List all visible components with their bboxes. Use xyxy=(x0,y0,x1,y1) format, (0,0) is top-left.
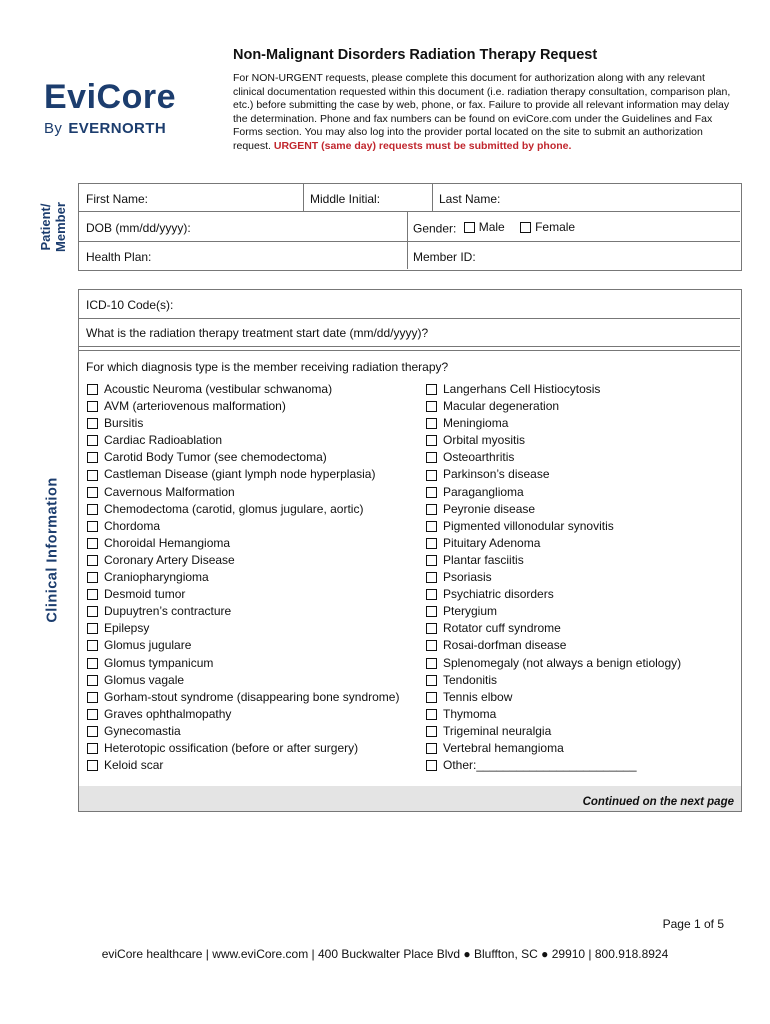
diagnosis-label: Langerhans Cell Histiocytosis xyxy=(443,382,601,396)
diagnosis-checkbox[interactable] xyxy=(87,623,98,634)
member-id-field[interactable]: Member ID: xyxy=(413,250,476,264)
diagnosis-list-right xyxy=(426,381,681,774)
diagnosis-checkbox[interactable] xyxy=(426,384,437,395)
diagnosis-checkbox[interactable] xyxy=(426,418,437,429)
diagnosis-label: Cardiac Radioablation xyxy=(104,433,223,448)
diagnosis-label: Rotator cuff syndrome xyxy=(443,621,561,636)
diagnosis-option[interactable] xyxy=(426,449,681,466)
diagnosis-option[interactable] xyxy=(87,449,399,466)
diagnosis-checkbox[interactable] xyxy=(426,435,437,446)
diagnosis-checkbox[interactable] xyxy=(87,401,98,412)
diagnosis-checkbox[interactable] xyxy=(87,675,98,686)
diagnosis-label: Plantar fasciitis xyxy=(443,552,524,567)
continued-bar xyxy=(79,786,741,811)
start-date-field[interactable]: What is the radiation therapy treatment start date (mm/dd/yyyy)? xyxy=(86,326,429,340)
diagnosis-label: Acoustic Neuroma (vestibular schwanoma) xyxy=(104,382,333,396)
diagnosis-checkbox[interactable] xyxy=(87,743,98,754)
dob-label: DOB (mm/dd/yyyy): xyxy=(86,221,191,235)
diagnosis-label: Carotid Body Tumor (see chemodectoma) xyxy=(104,450,327,465)
last-name-field[interactable]: Last Name: xyxy=(439,192,501,206)
gender-field xyxy=(413,220,575,236)
diagnosis-checkbox[interactable] xyxy=(87,692,98,703)
diagnosis-label: Graves ophthalmopathy xyxy=(104,706,232,721)
diagnosis-question: For which diagnosis type is the member receiving radiation therapy? xyxy=(86,360,449,374)
diagnosis-label: Osteoarthritis xyxy=(443,450,515,465)
diagnosis-label: Paraganglioma xyxy=(443,484,524,499)
diagnosis-label: Thymoma xyxy=(443,706,497,721)
diagnosis-option[interactable] xyxy=(87,552,399,569)
diagnosis-option[interactable] xyxy=(87,655,399,672)
diagnosis-label: Heterotopic ossification (before or after surgery) xyxy=(104,740,359,755)
diagnosis-option[interactable] xyxy=(87,535,399,552)
diagnosis-checkbox[interactable] xyxy=(426,504,437,515)
diagnosis-option[interactable] xyxy=(426,723,681,740)
diagnosis-label: Tennis elbow xyxy=(443,689,513,704)
diagnosis-label: Chemodectoma (carotid, glomus jugulare, aortic) xyxy=(104,501,364,516)
footer-contact: eviCore healthcare | www.eviCore.com | 400 Buckwalter Place Blvd ● Bluffton, SC ● 29910 | 800.918.8924 xyxy=(101,947,669,961)
patient-info-box xyxy=(78,183,742,271)
diagnosis-checkbox[interactable] xyxy=(426,760,437,771)
diagnosis-checkbox[interactable] xyxy=(87,658,98,669)
intro-paragraph xyxy=(233,72,733,153)
diagnosis-label: Craniopharyngioma xyxy=(104,570,209,585)
diagnosis-label: Choroidal Hemangioma xyxy=(104,535,231,550)
diagnosis-checkbox[interactable] xyxy=(426,401,437,412)
diagnosis-checkbox[interactable] xyxy=(426,538,437,549)
diagnosis-option[interactable] xyxy=(426,569,681,586)
diagnosis-label: Keloid scar xyxy=(104,758,164,773)
diagnosis-checkbox[interactable] xyxy=(426,572,437,583)
divider xyxy=(303,184,304,211)
diagnosis-checkbox[interactable] xyxy=(87,589,98,600)
diagnosis-option[interactable] xyxy=(426,535,681,552)
diagnosis-label: Dupuytren’s contracture xyxy=(104,604,232,619)
divider xyxy=(79,350,740,351)
diagnosis-option[interactable] xyxy=(87,501,399,518)
diagnosis-label: Vertebral hemangioma xyxy=(443,740,564,755)
middle-initial-field[interactable]: Middle Initial: xyxy=(310,192,381,206)
diagnosis-option[interactable] xyxy=(426,501,681,518)
diagnosis-label: Glomus jugulare xyxy=(104,638,192,653)
diagnosis-label: Desmoid tumor xyxy=(104,587,186,602)
diagnosis-option[interactable] xyxy=(87,381,399,398)
clinical-info-box xyxy=(78,289,742,812)
diagnosis-checkbox[interactable] xyxy=(87,555,98,566)
diagnosis-checkbox[interactable] xyxy=(426,726,437,737)
diagnosis-label: Psychiatric disorders xyxy=(443,587,554,602)
diagnosis-option[interactable] xyxy=(87,723,399,740)
first-name-field[interactable]: First Name: xyxy=(86,192,149,206)
diagnosis-option[interactable] xyxy=(426,518,681,535)
diagnosis-checkbox[interactable] xyxy=(426,606,437,617)
diagnosis-option[interactable] xyxy=(426,381,681,398)
clinical-section-label xyxy=(28,289,78,811)
diagnosis-option[interactable] xyxy=(426,466,681,483)
diagnosis-checkbox[interactable] xyxy=(87,726,98,737)
diagnosis-option[interactable] xyxy=(426,484,681,501)
diagnosis-option[interactable] xyxy=(426,603,681,620)
diagnosis-option[interactable] xyxy=(426,706,681,723)
diagnosis-label: Meningioma xyxy=(443,416,509,431)
diagnosis-checkbox[interactable] xyxy=(87,606,98,617)
diagnosis-option[interactable] xyxy=(426,415,681,432)
female-label: Female xyxy=(535,220,576,234)
icd10-field[interactable]: ICD-10 Code(s): xyxy=(86,298,174,312)
diagnosis-label: Pituitary Adenoma xyxy=(443,535,541,550)
diagnosis-checkbox[interactable] xyxy=(426,709,437,720)
urgent-notice: URGENT (same day) requests must be submitted by phone. xyxy=(273,139,572,152)
diagnosis-option[interactable] xyxy=(426,740,681,757)
diagnosis-checkbox[interactable] xyxy=(426,521,437,532)
diagnosis-option[interactable] xyxy=(87,757,399,774)
diagnosis-option[interactable] xyxy=(87,706,399,723)
diagnosis-option[interactable] xyxy=(87,398,399,415)
diagnosis-checkbox[interactable] xyxy=(426,692,437,703)
diagnosis-checkbox[interactable] xyxy=(87,760,98,771)
diagnosis-label: Splenomegaly (not always a benign etiology) xyxy=(443,655,682,670)
diagnosis-option[interactable] xyxy=(426,432,681,449)
diagnosis-label: Trigeminal neuralgia xyxy=(443,723,552,738)
diagnosis-list-left xyxy=(87,381,399,774)
diagnosis-label: Cavernous Malformation xyxy=(104,484,235,499)
patient-section-text: Patient/ Member xyxy=(38,202,68,252)
diagnosis-option[interactable] xyxy=(87,415,399,432)
diagnosis-label: Other:________________________ xyxy=(443,758,637,773)
gender-label: Gender: xyxy=(413,221,457,236)
diagnosis-checkbox[interactable] xyxy=(87,538,98,549)
divider xyxy=(79,241,740,242)
diagnosis-option[interactable] xyxy=(87,518,399,535)
diagnosis-label: Psoriasis xyxy=(443,570,492,585)
diagnosis-label: Bursitis xyxy=(104,416,144,431)
diagnosis-option[interactable] xyxy=(87,740,399,757)
logo-wordmark: EviCore xyxy=(44,78,176,116)
diagnosis-checkbox[interactable] xyxy=(426,452,437,463)
diagnosis-label: AVM (arteriovenous malformation) xyxy=(104,399,286,414)
diagnosis-label: Tendonitis xyxy=(443,672,498,687)
diagnosis-label: Epilepsy xyxy=(104,621,150,636)
male-checkbox[interactable] xyxy=(464,222,475,233)
diagnosis-checkbox[interactable] xyxy=(426,589,437,600)
diagnosis-label: Pigmented villonodular synovitis xyxy=(443,518,614,533)
diagnosis-label: Glomus tympanicum xyxy=(104,655,214,670)
diagnosis-checkbox[interactable] xyxy=(87,418,98,429)
diagnosis-label: Glomus vagale xyxy=(104,672,185,687)
diagnosis-checkbox[interactable] xyxy=(87,452,98,463)
health-plan-field[interactable]: Health Plan: xyxy=(86,250,152,264)
diagnosis-checkbox[interactable] xyxy=(426,743,437,754)
diagnosis-option[interactable] xyxy=(426,637,681,654)
intro-text: For NON-URGENT requests, please complete this document for authorization along with any relevant clinical documentation requested within this document (i.e. radiation therapy consultation, comparison plan, etc.) before submitting the case by web, phone, or fax. Failure to provide all relevant information may delay the determination. Phone and fax numbers can be found on eviCore.com under the Guidelines and Fax Forms section. You may also log into the provider portal located on the site to submit an authorization request. xyxy=(233,72,731,152)
diagnosis-label: Macular degeneration xyxy=(443,399,560,414)
divider xyxy=(79,318,740,319)
diagnosis-label: Gynecomastia xyxy=(104,723,181,738)
diagnosis-option[interactable] xyxy=(426,655,681,672)
gender-female-option[interactable] xyxy=(520,220,575,234)
gender-male-option[interactable] xyxy=(464,220,505,234)
diagnosis-checkbox[interactable] xyxy=(426,470,437,481)
diagnosis-checkbox[interactable] xyxy=(87,572,98,583)
logo-byline xyxy=(44,120,176,137)
diagnosis-label: Parkinson’s disease xyxy=(443,467,550,482)
diagnosis-label: Peyronie disease xyxy=(443,501,536,516)
diagnosis-checkbox[interactable] xyxy=(87,384,98,395)
diagnosis-label: Chordoma xyxy=(104,518,161,533)
diagnosis-checkbox[interactable] xyxy=(426,675,437,686)
diagnosis-option[interactable] xyxy=(87,484,399,501)
diagnosis-option[interactable] xyxy=(87,569,399,586)
diagnosis-checkbox[interactable] xyxy=(87,709,98,720)
diagnosis-checkbox[interactable] xyxy=(426,555,437,566)
continued-note: Continued on the next page xyxy=(582,796,734,808)
diagnosis-option[interactable] xyxy=(426,398,681,415)
diagnosis-label: Orbital myositis xyxy=(443,433,526,448)
diagnosis-checkbox[interactable] xyxy=(87,640,98,651)
diagnosis-option[interactable] xyxy=(87,432,399,449)
diagnosis-option[interactable] xyxy=(87,689,399,706)
diagnosis-option[interactable] xyxy=(87,466,399,483)
divider xyxy=(79,211,740,212)
divider xyxy=(407,211,408,269)
page-number: Page 1 of 5 xyxy=(662,917,724,931)
female-checkbox[interactable] xyxy=(520,222,531,233)
diagnosis-checkbox[interactable] xyxy=(426,658,437,669)
diagnosis-label: Rosai-dorfman disease xyxy=(443,638,567,653)
diagnosis-option[interactable] xyxy=(87,637,399,654)
dob-field[interactable] xyxy=(86,221,191,235)
clinical-section-text: Clinical Information xyxy=(45,477,61,623)
evicore-logo xyxy=(44,80,176,137)
divider xyxy=(432,184,433,211)
diagnosis-option[interactable] xyxy=(87,620,399,637)
diagnosis-checkbox[interactable] xyxy=(426,640,437,651)
diagnosis-checkbox[interactable] xyxy=(426,487,437,498)
diagnosis-label: Pterygium xyxy=(443,604,498,619)
diagnosis-option[interactable] xyxy=(426,620,681,637)
diagnosis-option[interactable] xyxy=(87,672,399,689)
logo-brand-text: EVERNORTH xyxy=(68,120,167,137)
diagnosis-option[interactable] xyxy=(426,552,681,569)
diagnosis-option[interactable] xyxy=(426,757,681,774)
diagnosis-option[interactable] xyxy=(87,586,399,603)
divider xyxy=(79,346,740,347)
diagnosis-label: Gorham-stout syndrome (disappearing bone syndrome) xyxy=(104,689,400,704)
diagnosis-checkbox[interactable] xyxy=(87,470,98,481)
diagnosis-label: Castleman Disease (giant lymph node hyperplasia) xyxy=(104,467,376,482)
diagnosis-option[interactable] xyxy=(426,586,681,603)
page-title: Non-Malignant Disorders Radiation Therapy Request xyxy=(233,47,598,63)
diagnosis-checkbox[interactable] xyxy=(87,504,98,515)
diagnosis-checkbox[interactable] xyxy=(87,521,98,532)
diagnosis-option[interactable] xyxy=(87,603,399,620)
diagnosis-label: Coronary Artery Disease xyxy=(104,552,235,567)
diagnosis-checkbox[interactable] xyxy=(87,487,98,498)
patient-section-label xyxy=(28,183,78,271)
diagnosis-option[interactable] xyxy=(426,672,681,689)
male-label: Male xyxy=(478,220,505,234)
logo-by-text: By xyxy=(44,120,63,137)
diagnosis-checkbox[interactable] xyxy=(87,435,98,446)
diagnosis-option[interactable] xyxy=(426,689,681,706)
diagnosis-checkbox[interactable] xyxy=(426,623,437,634)
